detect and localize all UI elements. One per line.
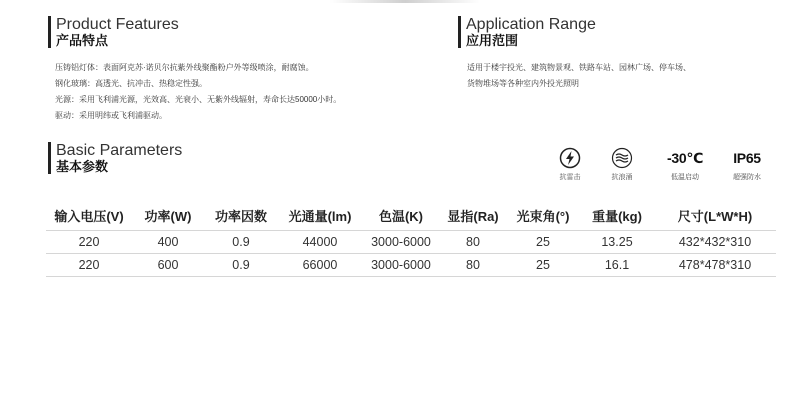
features-heading — [48, 16, 179, 48]
temperature-caption: 低温启动 — [671, 174, 699, 181]
application-line: 货物堆场等各种室内外投光照明 — [467, 79, 579, 88]
surge-feature — [597, 146, 647, 182]
top-divider — [330, 0, 480, 3]
surge-caption: 抗浪涌 — [611, 174, 633, 181]
cell-size: 478*478*310 — [678, 258, 752, 272]
header-weight: 重量(kg) — [592, 208, 642, 224]
header-color-temp: 色温(K) — [378, 208, 424, 224]
table-row — [46, 231, 776, 254]
lightning-icon — [545, 146, 595, 170]
cell-power: 600 — [157, 258, 179, 272]
application-heading — [458, 16, 596, 48]
table-header-row — [46, 200, 776, 231]
feature-line: 钢化玻璃：高透光、抗冲击、热稳定性强。 — [55, 79, 207, 88]
application-title-en: Application Range — [466, 16, 596, 33]
cell-voltage: 220 — [78, 235, 100, 249]
cell-weight: 13.25 — [601, 235, 633, 249]
cell-beam-angle: 25 — [536, 235, 550, 249]
features-title-zh: 产品特点 — [56, 33, 109, 48]
cell-cri: 80 — [466, 235, 480, 249]
features-title-en: Product Features — [56, 16, 179, 33]
feature-icons — [545, 146, 785, 186]
header-size: 尺寸(L*W*H) — [677, 208, 753, 224]
surge-icon — [597, 146, 647, 170]
application-text — [467, 60, 787, 92]
header-cri: 显指(Ra) — [447, 208, 499, 224]
temperature-feature — [660, 146, 710, 182]
ip-rating-value: IP65 — [733, 150, 761, 166]
parameters-heading — [48, 142, 182, 174]
cell-weight: 16.1 — [604, 258, 630, 272]
features-list — [55, 60, 455, 124]
temperature-value: -30℃ — [667, 149, 703, 166]
header-voltage: 输入电压(V) — [54, 208, 124, 224]
cell-voltage: 220 — [78, 258, 100, 272]
cell-power: 400 — [157, 235, 179, 249]
cell-luminous-flux: 44000 — [302, 235, 338, 249]
ip-rating-feature — [722, 146, 772, 182]
parameters-table — [46, 200, 776, 277]
header-power-factor: 功率因数 — [214, 208, 267, 224]
feature-line: 压铸铝灯体：表面阿克苏·诺贝尔抗紫外线聚酯粉户外等级喷涂，耐腐蚀。 — [55, 63, 314, 72]
cell-color-temp: 3000-6000 — [371, 258, 431, 272]
table-row — [46, 254, 776, 277]
ip-rating-caption: 超强防水 — [733, 174, 761, 181]
lightning-feature — [545, 146, 595, 182]
cell-cri: 80 — [466, 258, 480, 272]
cell-color-temp: 3000-6000 — [371, 235, 431, 249]
cell-beam-angle: 25 — [536, 258, 550, 272]
parameters-title-zh: 基本参数 — [56, 159, 109, 174]
parameters-title-en: Basic Parameters — [56, 142, 183, 159]
header-luminous-flux: 光通量(lm) — [288, 208, 352, 224]
application-title-zh: 应用范围 — [466, 33, 519, 48]
header-power: 功率(W) — [144, 208, 192, 224]
feature-line: 光源：采用飞利浦光源，光效高、光衰小、无紫外线辐射，寿命长达50000小时。 — [55, 95, 342, 104]
cell-luminous-flux: 66000 — [302, 258, 338, 272]
cell-size: 432*432*310 — [678, 235, 752, 249]
lightning-caption: 抗雷击 — [559, 174, 581, 181]
feature-line: 驱动：采用明纬或飞利浦驱动。 — [55, 111, 167, 120]
application-line: 适用于楼宇投光、建筑物景观、铁路车站、园林广场、停车场、 — [467, 63, 691, 72]
header-beam-angle: 光束角(°) — [516, 208, 570, 224]
cell-power-factor: 0.9 — [232, 235, 250, 249]
cell-power-factor: 0.9 — [232, 258, 250, 272]
